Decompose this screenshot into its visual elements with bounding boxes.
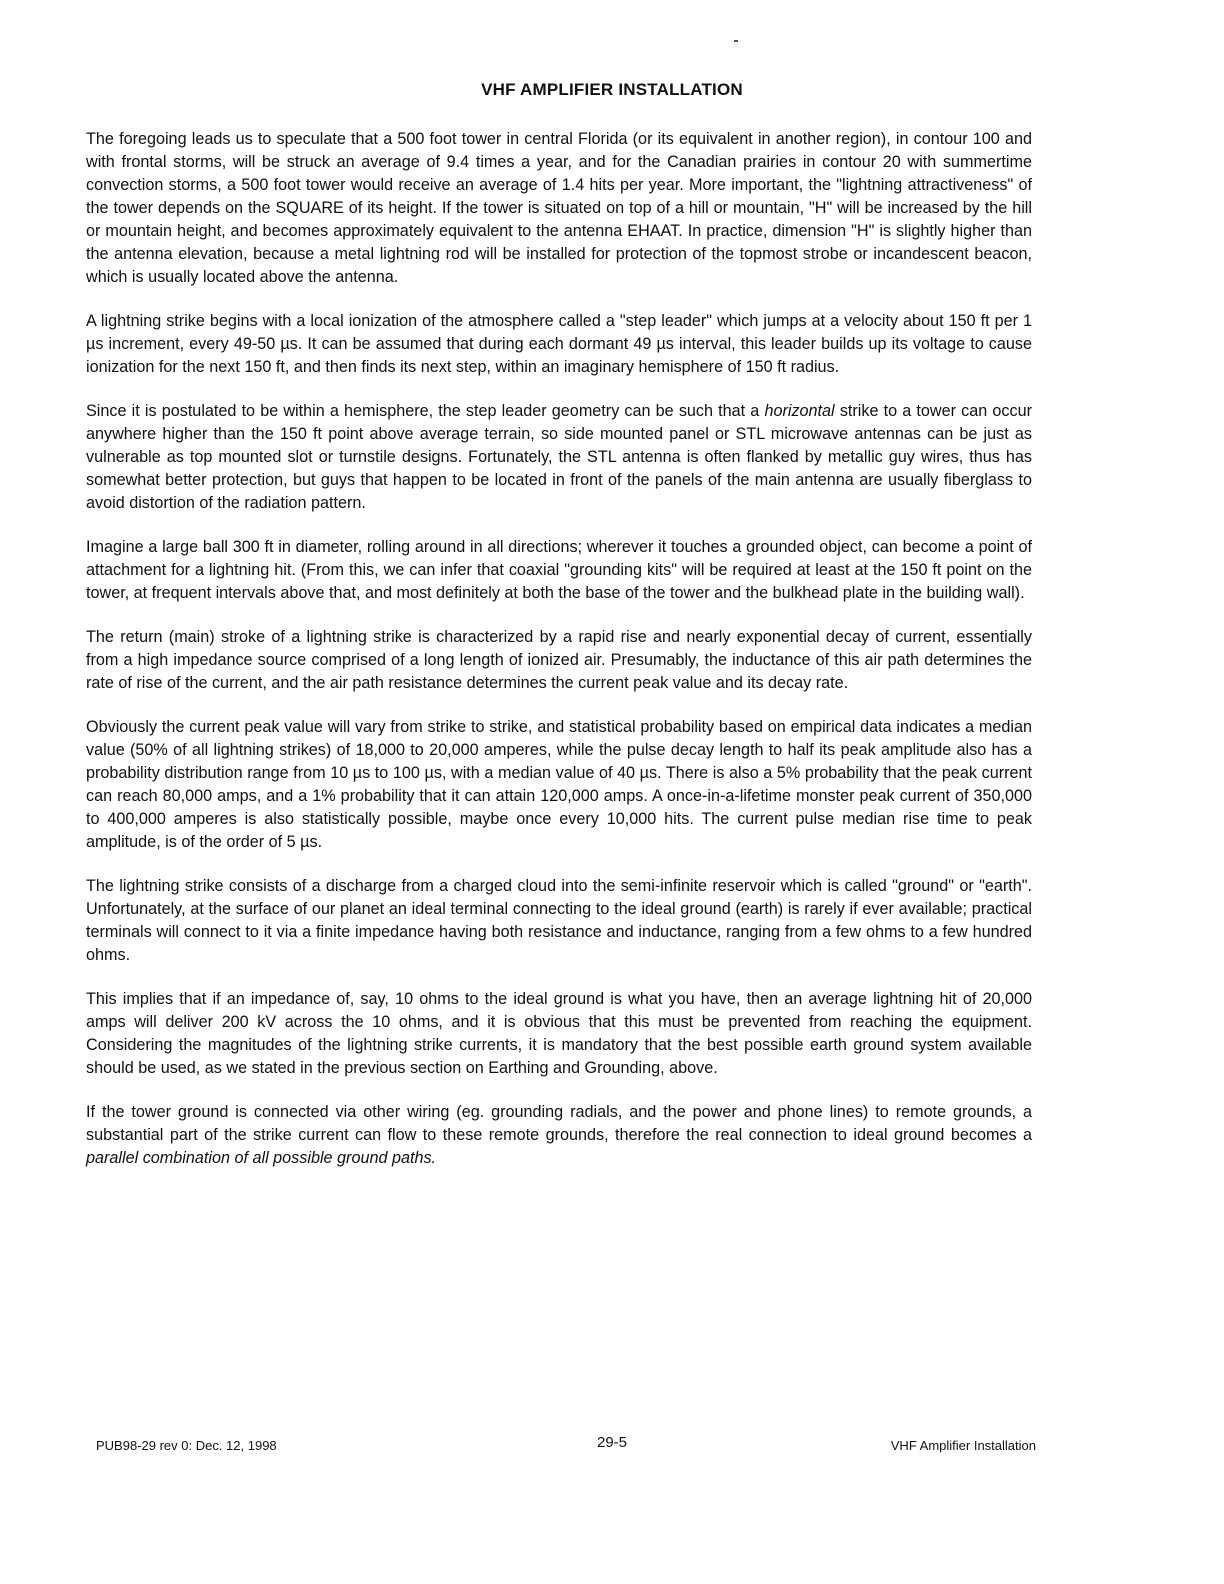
paragraph: This implies that if an impedance of, say, 10 ohms to the ideal ground is what you have, then an average lightning hit of 20,000 amps will deliver 200 kV across the 10 ohms, and it is obvious that this must be prevented from reaching the equipment. Considering the magnitudes of the lightning strike currents, it is mandatory that the best possible earth ground system available should be used, as we stated in the previous section on Earthing and Grounding, above. — [86, 990, 1032, 1077]
paragraph: A lightning strike begins with a local ionization of the atmosphere called a "step leader" which jumps at a velocity about 150 ft per 1 µs increment, every 49-50 µs. It can be assumed that during each dormant 49 µs interval, this leader builds up its voltage to cause ionization for the next 150 ft, and then finds its next step, within an imaginary hemisphere of 150 ft radius. — [86, 312, 1032, 376]
footer-page-number: 29-5 — [596, 1434, 628, 1451]
paragraph: Obviously the current peak value will vary from strike to strike, and statistical probability based on empirical data indicates a median value (50% of all lightning strikes) of 18,000 to 20,000 amperes, while the pulse decay length to half its peak amplitude also has a probability distribution range from 10 µs to 100 µs, with a median value of 40 µs. There is also a 5% probability that the peak current can reach 80,000 amps, and a 1% probability that it can attain 120,000 amps. A once-in-a-lifetime monster peak current of 350,000 to 400,000 amperes is also statistically possible, maybe once every 10,000 hits. The current pulse median rise time to peak amplitude, is of the order of 5 µs. — [86, 718, 1032, 851]
paragraph: Since it is postulated to be within a hemisphere, the step leader geometry can be such that a horizontal strike to a tower can occur anywhere higher than the 150 ft point above average terrain, so side mounted panel or STL microwave antennas can be just as vulnerable as top mounted slot or turnstile designs. Fortunately, the STL antenna is often flanked by metallic guy wires, thus has somewhat better protection, but guys that happen to be located in front of the panels of the main antenna are usually fiberglass to avoid distortion of the radiation pattern. — [86, 402, 1032, 512]
emphasis-text: horizontal — [764, 402, 835, 420]
emphasis-text: parallel combination of all possible ground paths. — [86, 1149, 437, 1167]
paragraph: The lightning strike consists of a discharge from a charged cloud into the semi-infinite reservoir which is called "ground" or "earth". Unfortunately, at the surface of our planet an ideal terminal connecting to the ideal ground (earth) is rarely if ever available; practical terminals will connect to it via a finite impedance having both resistance and inductance, ranging from a few ohms to a few hundred ohms. — [86, 877, 1032, 964]
paragraph: If the tower ground is connected via other wiring (eg. grounding radials, and the power and phone lines) to remote grounds, a substantial part of the strike current can flow to these remote grounds, therefore the real connection to ideal ground becomes a parallel combination of all possible ground paths. — [86, 1103, 1032, 1167]
footer-section-title: VHF Amplifier Installation — [890, 1438, 1036, 1453]
body-text — [86, 128, 1032, 1191]
paragraph: The foregoing leads us to speculate that a 500 foot tower in central Florida (or its equivalent in another region), in contour 100 and with frontal storms, will be struck an average of 9.4 times a year, and for the Canadian prairies in contour 20 with summertime convection storms, a 500 foot tower would receive an average of 1.4 hits per year. More important, the "lightning attractiveness" of the tower depends on the SQUARE of its height. If the tower is situated on top of a hill or mountain, "H" will be increased by the hill or mountain height, and becomes approximately equivalent to the antenna EHAAT. In practice, dimension "H" is slightly higher than the antenna elevation, because a metal lightning rod will be installed for protection of the topmost strobe or incandescent beacon, which is usually located above the antenna. — [86, 130, 1032, 286]
page-title: VHF AMPLIFIER INSTALLATION — [481, 80, 743, 99]
footer-publication-id: PUB98-29 rev 0: Dec. 12, 1998 — [96, 1438, 277, 1453]
scan-speck — [734, 40, 738, 42]
paragraph: The return (main) stroke of a lightning strike is characterized by a rapid rise and nearly exponential decay of current, essentially from a high impedance source comprised of a long length of ionized air. Presumably, the inductance of this air path determines the rate of rise of the current, and the air path resistance determines the current peak value and its decay rate. — [86, 628, 1032, 692]
paragraph: Imagine a large ball 300 ft in diameter, rolling around in all directions; wherever it touches a grounded object, can become a point of attachment for a lightning hit. (From this, we can infer that coaxial "grounding kits" will be required at least at the 150 ft point on the tower, at frequent intervals above that, and most definitely at both the base of the tower and the bulkhead plate in the building wall). — [86, 538, 1032, 602]
